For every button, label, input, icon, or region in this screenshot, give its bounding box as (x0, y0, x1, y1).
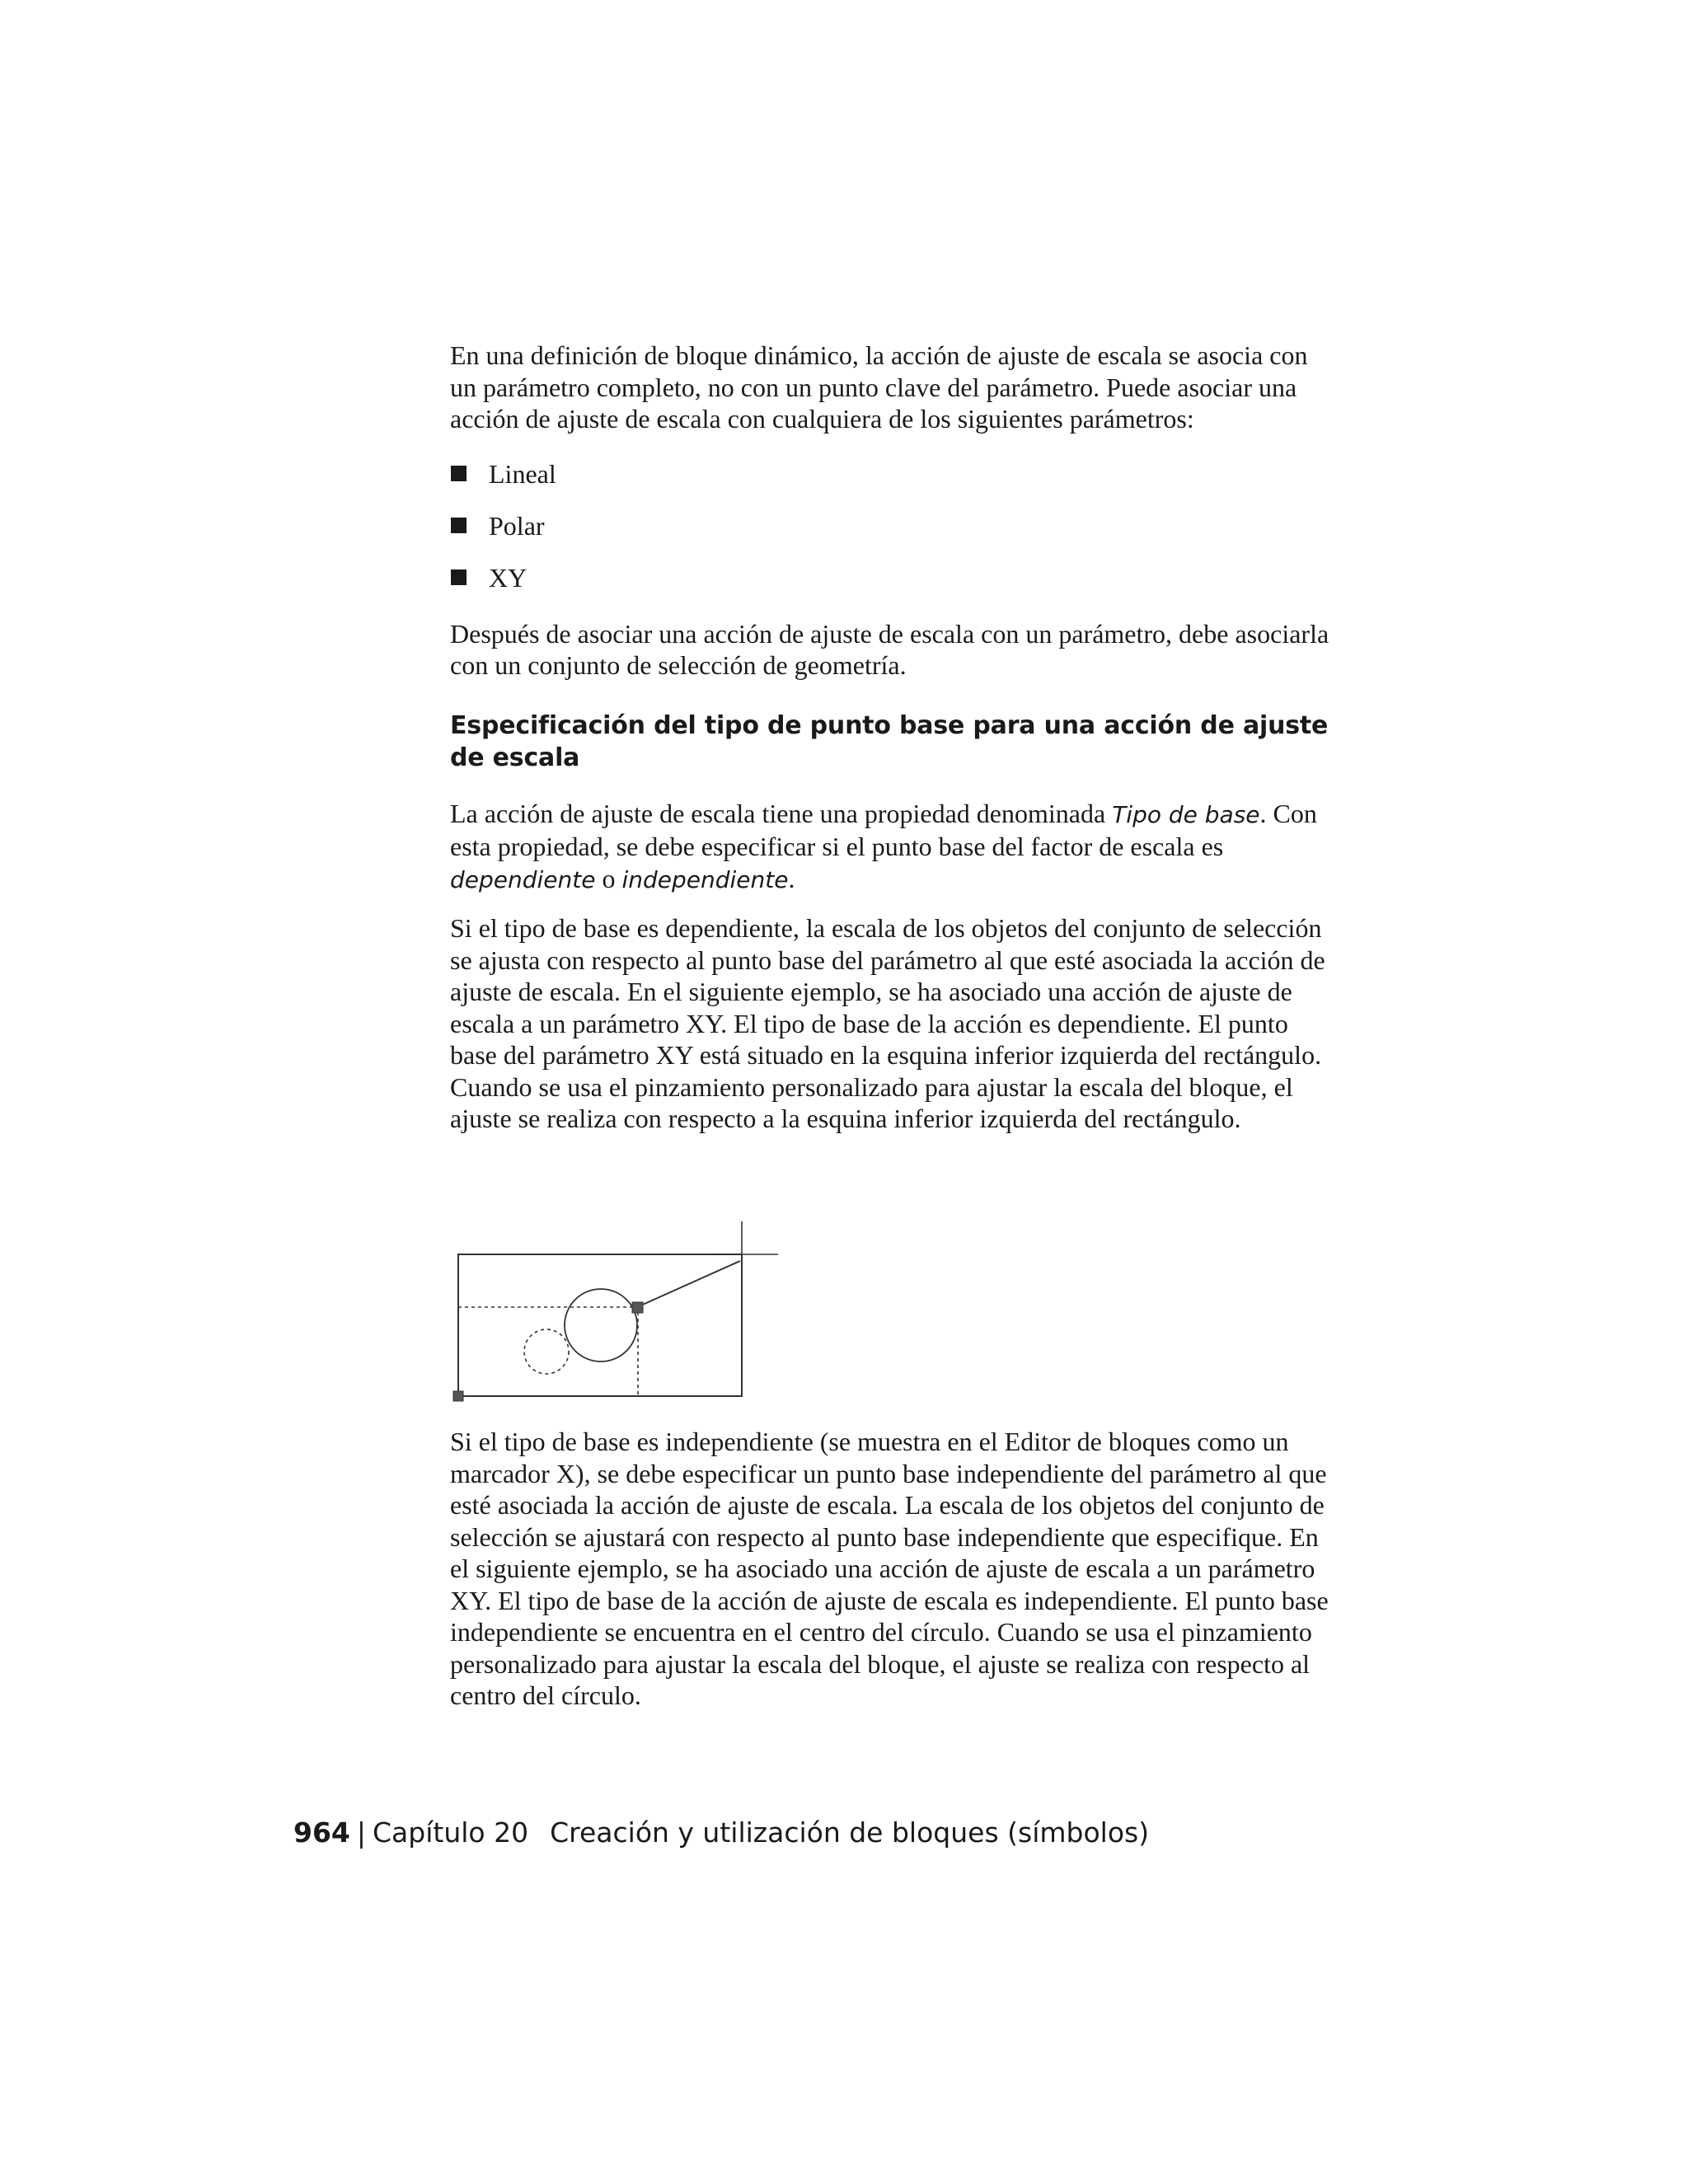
scaled-circle (565, 1289, 637, 1361)
square-bullet-icon (451, 466, 467, 481)
list-item (450, 510, 1340, 541)
list-item (450, 458, 1340, 490)
main-content (450, 340, 1340, 1135)
original-rectangle-dashed (458, 1307, 638, 1396)
paragraph-after-list: Después de asociar una acción de ajuste de escala con un parámetro, debe asociarla con un conjunto de selección de geometría. (450, 618, 1329, 680)
emphasis-independent: independiente (621, 865, 789, 893)
text-run: La acción de ajuste de escala tiene una propiedad denominada (450, 798, 1113, 828)
original-circle-dashed (524, 1329, 569, 1374)
scaled-rectangle (458, 1254, 742, 1396)
section-heading: Especificación del tipo de punto base para una acción de ajuste de escala (450, 710, 1329, 772)
text-run: o (595, 863, 622, 893)
parameter-list (450, 458, 1340, 593)
square-bullet-icon (451, 569, 467, 585)
chapter-title: Creación y utilización de bloques (símbolos) (550, 1816, 1150, 1849)
footer-separator: | (356, 1816, 367, 1849)
text-run: . Con esta propiedad, se debe especificar si el punto base del factor de escala es (450, 798, 1317, 861)
chapter-label: Capítulo 20 (373, 1816, 529, 1849)
list-item-label: XY (489, 562, 528, 593)
paragraph-base-type (450, 798, 1340, 897)
page-number: 964 (293, 1816, 350, 1849)
emphasis-dependent: dependiente (450, 865, 596, 893)
paragraph-independent: Si el tipo de base es independiente (se muestra en el Editor de bloques como un marcador X), se debe especificar un punto base independiente del parámetro al que esté asociada la acción de ajuste de escala. La escala de los objetos del conjunto de selección se ajustará con respecto al punto base independiente que especifique. En el siguiente ejemplo, se ha asociado una acción de ajuste de escala a un parámetro XY. El tipo de base de la acción de ajuste de escala es independiente. El punto base independiente se encuentra en el centro del círculo. Cuando se usa el pinzamiento personalizado para ajustar la escala del bloque, el ajuste se realiza con respecto al centro del círculo. (450, 1427, 1329, 1710)
text-run: . (788, 863, 795, 893)
scale-dependent-diagram (450, 1221, 780, 1411)
custom-grip-icon (632, 1302, 643, 1313)
list-item-label: Lineal (489, 458, 556, 489)
emphasis-base-type: Tipo de base (1112, 800, 1260, 828)
scale-rubber-band-line (637, 1261, 740, 1307)
base-point-grip-icon (453, 1391, 463, 1401)
square-bullet-icon (451, 518, 467, 533)
list-item (450, 562, 1340, 593)
paragraph-intro: En una definición de bloque dinámico, la acción de ajuste de escala se asocia con un parámetro completo, no con un punto clave del parámetro. Puede asociar una acción de ajuste de escala con cualquiera de los siguientes parámetros: (450, 340, 1308, 434)
page-footer (293, 1815, 1149, 1851)
paragraph-dependent: Si el tipo de base es dependiente, la escala de los objetos del conjunto de selección se ajusta con respecto al punto base del parámetro al que esté asociada la acción de ajuste de escala. En el siguiente ejemplo, se ha asociado una acción de ajuste de escala a un parámetro XY. El tipo de base de la acción es dependiente. El punto base del parámetro XY está situado en la esquina inferior izquierda del rectángulo. Cuando se usa el pinzamiento personalizado para ajustar la escala del bloque, el ajuste se realiza con respecto a la esquina inferior izquierda del rectángulo. (450, 913, 1325, 1133)
list-item-label: Polar (489, 510, 545, 541)
